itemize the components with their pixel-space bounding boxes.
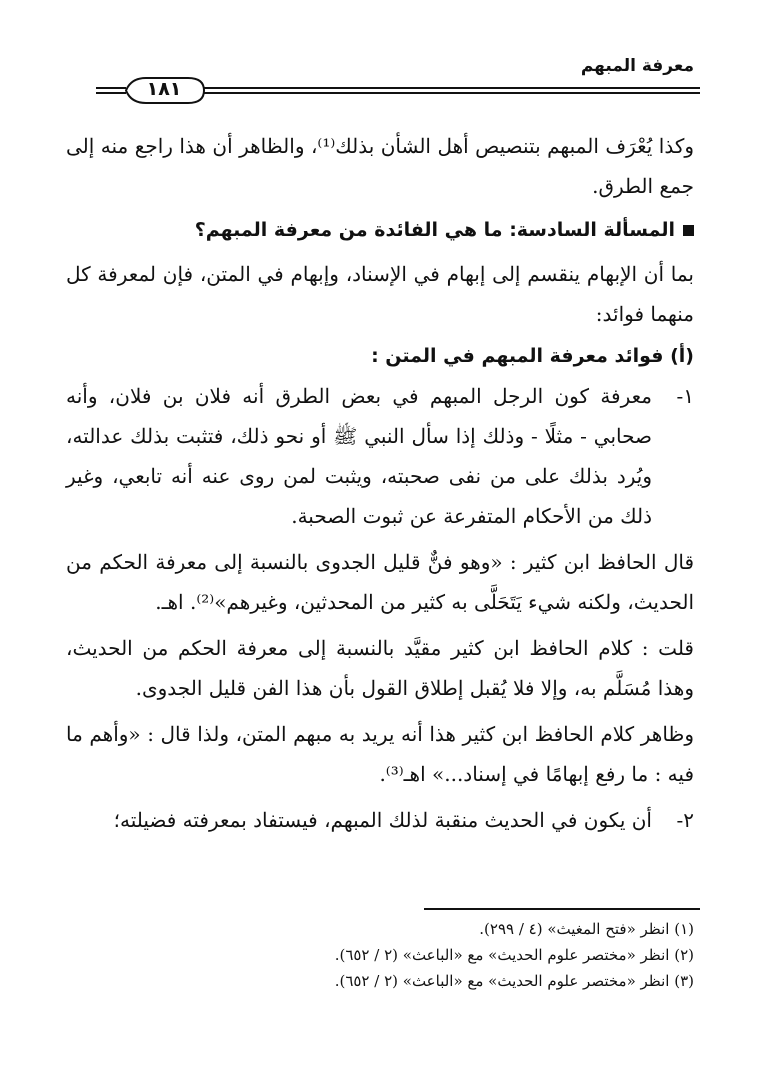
- author-comment: قلت : كلام الحافظ ابن كثير مقيَّد بالنسبة إلى معرفة الحكم من الحديث، وهذا مُسَلَّم به، وإلا فلا يُقبل إطلاق القول بأن هذا الفن قليل الجدوى.: [66, 636, 694, 700]
- section-heading: المسألة السادسة: ما هي الفائدة من معرفة المبهم؟: [66, 210, 694, 250]
- list-item-1: [66, 376, 694, 536]
- item-text: أن يكون في الحديث منقبة لذلك المبهم، فيستفاد بمعرفته فضيلته؛: [113, 808, 652, 832]
- footnote-1: (١) انظر «فتح المغيث» (٤ / ٢٩٩).: [479, 920, 694, 938]
- subheading-matn: (أ) فوائد معرفة المبهم في المتن :: [371, 345, 694, 367]
- quote-ibn-kathir: قال الحافظ ابن كثير : «وهو فنٌّ قليل الجدوى بالنسبة إلى معرفة الحكم من الحديث، ولكنه شيء يَتَحَلَّى به كثير من المحدثين، وغيرهم»⁽²⁾. اهـ.: [66, 550, 694, 614]
- page-number: ١٨١: [146, 78, 182, 100]
- main-text: [66, 126, 694, 840]
- footnote-2: (٢) انظر «مختصر علوم الحديث» مع «الباعث» (٢ / ٦٥٢).: [334, 946, 694, 964]
- item-number: ١-: [676, 384, 694, 408]
- paragraph-division: بما أن الإبهام ينقسم إلى إبهام في الإسناد، وإبهام في المتن، فإن لمعرفة كل منهما فوائد:: [66, 262, 694, 326]
- footnotes: [66, 916, 694, 994]
- footnote-separator: [424, 908, 700, 910]
- list-item-2: [66, 800, 694, 840]
- square-bullet-icon: [683, 225, 694, 236]
- running-title: معرفة المبهم: [580, 56, 694, 76]
- item-text: معرفة كون الرجل المبهم في بعض الطرق أنه فلان بن فلان، وأنه صحابي - مثلًا - وذلك إذا سأل النبي ﷺ أو نحو ذلك، فتثبت بذلك عدالته، ويُرد بذلك على من نفى صحبته، ويثبت لمن روى عنه أنه تابعي، وغير ذلك من الأحكام المتفرعة عن ثبوت الصحبة.: [66, 384, 653, 528]
- footnote-3: (٣) انظر «مختصر علوم الحديث» مع «الباعث» (٢ / ٦٥٢).: [334, 972, 694, 990]
- item-number: ٢-: [676, 808, 694, 832]
- paragraph-apparent-meaning: وظاهر كلام الحافظ ابن كثير هذا أنه يريد به مبهم المتن، ولذا قال : «وأهم ما فيه : ما رفع إبهامًا في إسناد...» اهـ⁽³⁾.: [66, 722, 694, 786]
- paragraph-intro: وكذا يُعْرَف المبهم بتنصيص أهل الشأن بذلك⁽¹⁾، والظاهر أن هذا راجع منه إلى جمع الطرق.: [66, 134, 694, 198]
